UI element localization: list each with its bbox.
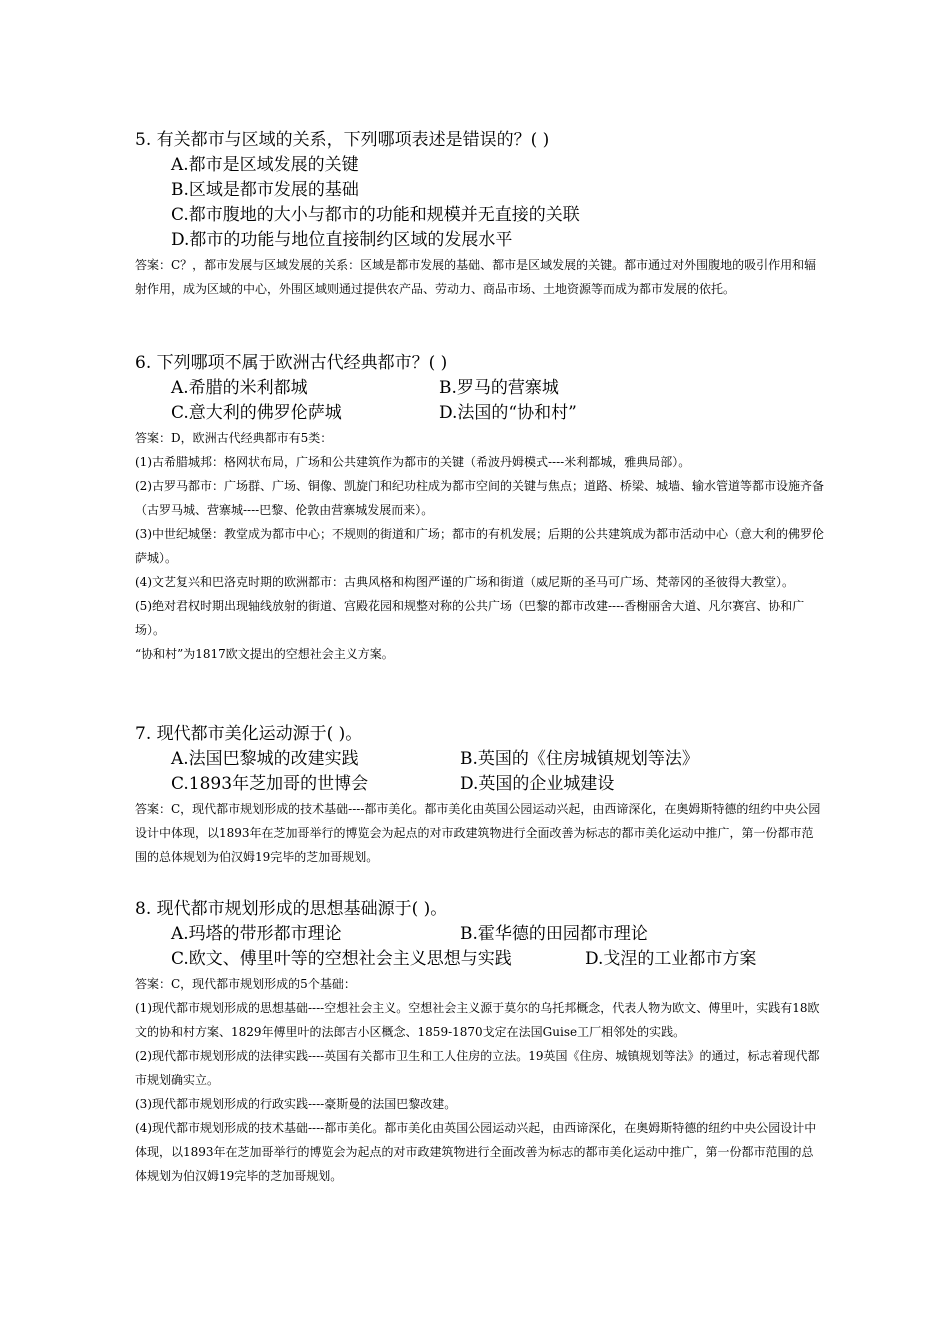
- answer-paragraph: 答案：C，现代都市规划形成的技术基础----都市美化。都市美化由英国公园运动兴起，由西谛深化，在奥姆斯特德的纽约中央公园设计中体现，以1893年在芝加哥举行的博览会为起点的对市政建筑物进行全面改善为标志的都市美化运动中推广，第一份都市范围的总体规划为伯汉姆19完毕的芝加哥规划。: [135, 802, 821, 864]
- question-stem: 7. 现代都市美化运动源于( )。: [135, 724, 363, 744]
- answer-explanation: [135, 972, 825, 1188]
- question-5: [135, 127, 825, 301]
- option-line: [135, 747, 825, 772]
- question-6: [135, 350, 825, 666]
- option-b: B.霍华德的田园都市理论: [460, 924, 648, 944]
- option-line: [135, 153, 825, 178]
- answer-paragraph: (1)现代都市规划形成的思想基础----空想社会主义。空想社会主义源于莫尔的乌托邦概念，代表人物为欧文、傅里叶，实践有18欧文的协和村方案、1829年傅里叶的法郎吉小区概念、1859-1870戈定在法国Guise工厂相邻处的实践。: [135, 1001, 820, 1039]
- option-c: C.意大利的佛罗伦萨城: [171, 403, 342, 423]
- question-stem: 8. 现代都市规划形成的思想基础源于( )。: [135, 899, 448, 919]
- answer-paragraph: (2)现代都市规划形成的法律实践----英国有关都市卫生和工人住房的立法。19英国《住房、城镇规划等法》的通过，标志着现代都市规划确实立。: [135, 1049, 820, 1087]
- answer-paragraph: 答案：C，现代都市规划形成的5个基础：: [135, 977, 356, 991]
- option-b: B.区域是都市发展的基础: [171, 180, 359, 200]
- option-line: [135, 947, 825, 972]
- answer-paragraph: 答案：C？，都市发展与区域发展的关系：区域是都市发展的基础、都市是区域发展的关键。都市通过对外围腹地的吸引作用和辐射作用，成为区域的中心，外围区域则通过提供农产品、劳动力、商品市场、土地资源等而成为都市发展的依托。: [135, 258, 817, 296]
- question-7: [135, 721, 825, 869]
- option-line: [135, 178, 825, 203]
- option-c: C.欧文、傅里叶等的空想社会主义思想与实践: [171, 949, 512, 969]
- option-a: A.玛塔的带形都市理论: [171, 924, 342, 944]
- question-stem: 5. 有关都市与区域的关系，下列哪项表述是错误的？( ): [135, 130, 550, 150]
- option-a: A.法国巴黎城的改建实践: [171, 749, 359, 769]
- answer-paragraph: (3)现代都市规划形成的行政实践----豪斯曼的法国巴黎改建。: [135, 1097, 457, 1111]
- option-c: C.都市腹地的大小与都市的功能和规模并无直接的关联: [171, 205, 580, 225]
- option-d: D.英国的企业城建设: [460, 774, 615, 794]
- answer-paragraph: (5)绝对君权时期出现轴线放射的街道、宫殿花园和规整对称的公共广场（巴黎的都市改建----香榭丽舍大道、凡尔赛宫、协和广场）。: [135, 599, 805, 637]
- answer-paragraph: (1)古希腊城邦：格网状布局，广场和公共建筑作为都市的关键（希波丹姆模式----米利都城，雅典局部）。: [135, 455, 691, 469]
- option-line: [135, 401, 825, 426]
- option-b: B.罗马的营寨城: [439, 378, 559, 398]
- answer-explanation: [135, 253, 825, 301]
- answer-paragraph: (3)中世纪城堡：教堂成为都市中心；不规则的街道和广场；都市的有机发展；后期的公共建筑成为都市活动中心（意大利的佛罗伦萨城）。: [135, 527, 825, 565]
- option-d: D.戈涅的工业都市方案: [585, 949, 757, 969]
- option-c: C.1893年芝加哥的世博会: [171, 774, 369, 794]
- answer-paragraph: (4)现代都市规划形成的技术基础----都市美化。都市美化由英国公园运动兴起，由西谛深化，在奥姆斯特德的纽约中央公园设计中体现，以1893年在芝加哥举行的博览会为起点的对市政建筑物进行全面改善为标志的都市美化运动中推广，第一份都市范围的总体规划为伯汉姆19完毕的芝加哥规划。: [135, 1121, 817, 1183]
- answer-explanation: [135, 797, 825, 869]
- option-d: D.都市的功能与地位直接制约区域的发展水平: [171, 230, 513, 250]
- option-line: [135, 922, 825, 947]
- option-line: [135, 228, 825, 253]
- option-a: A.都市是区域发展的关键: [171, 155, 359, 175]
- answer-paragraph: 答案：D，欧洲古代经典都市有5类：: [135, 431, 333, 445]
- option-a: A.希腊的米利都城: [171, 378, 308, 398]
- question-stem: 6. 下列哪项不属于欧洲古代经典都市？( ): [135, 353, 448, 373]
- answer-paragraph: “协和村”为1817欧文提出的空想社会主义方案。: [135, 647, 394, 661]
- option-line: [135, 203, 825, 228]
- option-d: D.法国的“协和村”: [439, 403, 577, 423]
- answer-explanation: [135, 426, 825, 666]
- option-line: [135, 772, 825, 797]
- question-8: [135, 896, 825, 1188]
- answer-paragraph: (4)文艺复兴和巴洛克时期的欧洲都市：古典风格和构图严谨的广场和街道（威尼斯的圣马可广场、梵蒂冈的圣彼得大教堂）。: [135, 575, 795, 589]
- option-line: [135, 376, 825, 401]
- answer-paragraph: (2)古罗马都市：广场群、广场、铜像、凯旋门和纪功柱成为都市空间的关键与焦点；道路、桥梁、城墙、输水管道等都市设施齐备（古罗马城、营寨城----巴黎、伦敦由营寨城发展而来）。: [135, 479, 825, 517]
- option-b: B.英国的《住房城镇规划等法》: [460, 749, 699, 769]
